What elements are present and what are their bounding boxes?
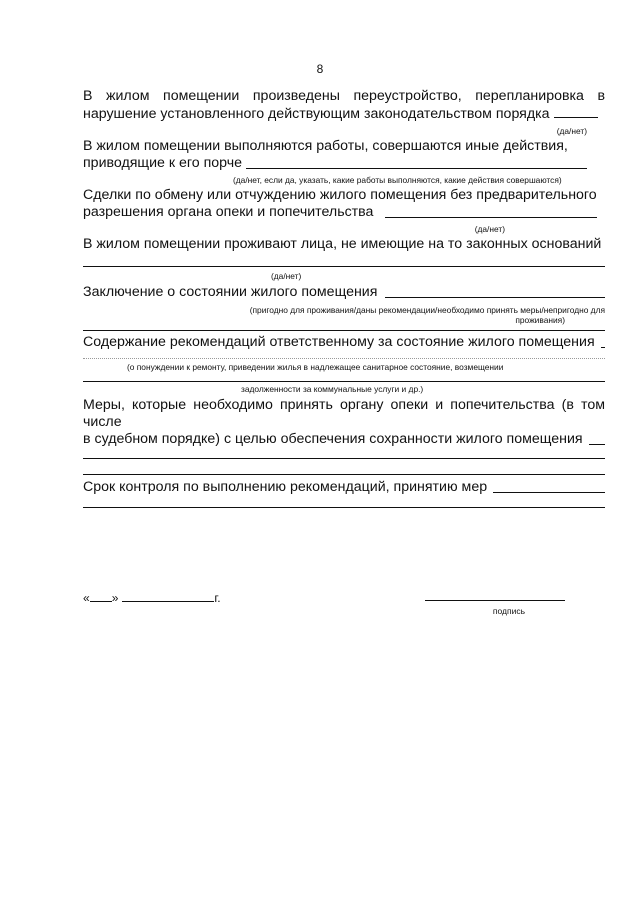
transactions-text-line2: разрешения органа опеки и попечительства <box>83 204 374 220</box>
damage-works-note: (да/нет, если да, указать, какие работы выполняются, какие действия совершаются) <box>233 175 562 185</box>
condition-conclusion-note-line1: (пригодно для проживания/даны рекомендации/необходимо принять меры/непригодно для <box>249 305 605 315</box>
recommendations-answer-field[interactable] <box>601 335 605 348</box>
section-condition-conclusion <box>83 284 605 301</box>
signature-label: подпись <box>492 606 525 616</box>
reconstruction-answer-field[interactable] <box>554 105 598 118</box>
transactions-answer-field[interactable] <box>385 205 597 218</box>
section-reconstruction <box>83 88 605 123</box>
signature-area <box>83 590 605 630</box>
section-guardianship-measures <box>83 397 605 448</box>
condition-conclusion-note-line2: проживания) <box>515 315 565 325</box>
recommendations-line-2[interactable] <box>83 380 605 382</box>
measures-text-line1: Меры, которые необходимо принять органу опеки и попечительства (в том числе <box>83 397 605 430</box>
illegal-residents-answer-field[interactable] <box>83 265 605 267</box>
recommendations-line[interactable] <box>83 357 605 359</box>
condition-conclusion-answer-field[interactable] <box>385 285 605 298</box>
date-year-suffix: г. <box>214 591 221 605</box>
recommendations-note-line1: (о понуждении к ремонту, приведении жилья в надлежащее санитарное состояние, возмещении <box>127 362 504 372</box>
damage-works-answer-field[interactable] <box>246 156 587 169</box>
section-damage-works <box>83 138 605 172</box>
illegal-residents-text: В жилом помещении проживают лица, не имеющие на то законных оснований <box>83 236 602 252</box>
date-day-field[interactable] <box>90 590 112 602</box>
date-close-quote: » <box>111 591 119 605</box>
recommendations-note-line2: задолженности за коммунальные услуги и др.) <box>241 384 424 394</box>
control-deadline-answer-field[interactable] <box>493 480 605 493</box>
transactions-note: (да/нет) <box>474 224 505 234</box>
transactions-text-line1: Сделки по обмену или отчуждению жилого помещения без предварительного <box>83 187 597 203</box>
date-field <box>83 590 221 605</box>
damage-works-text-line2: приводящие к его порче <box>83 155 243 171</box>
signature-line[interactable] <box>425 600 565 601</box>
section-transactions <box>83 187 605 221</box>
reconstruction-note: (да/нет) <box>556 126 587 136</box>
condition-conclusion-text: Заключение о состоянии жилого помещения <box>83 284 378 300</box>
measures-answer-field[interactable] <box>589 432 605 445</box>
control-deadline-text: Срок контроля по выполнению рекомендаций, принятию мер <box>83 479 488 495</box>
measures-line-2[interactable] <box>83 457 605 459</box>
reconstruction-text: В жилом помещении произведены переустройство, перепланировка в нарушение установленного действующим законодательством порядка <box>83 88 605 122</box>
recommendations-text: Содержание рекомендаций ответственному за состояние жилого помещения <box>83 334 595 350</box>
damage-works-text-line1: В жилом помещении выполняются работы, совершаются иные действия, <box>83 138 568 154</box>
measures-line-3[interactable] <box>83 473 605 475</box>
illegal-residents-note: (да/нет) <box>271 271 302 281</box>
page-number: 8 <box>316 62 324 76</box>
form-content <box>83 88 605 508</box>
section-control-deadline <box>83 479 605 496</box>
date-open-quote: « <box>83 591 90 605</box>
condition-conclusion-extra-line[interactable] <box>83 329 605 331</box>
date-month-field[interactable] <box>122 590 214 602</box>
section-recommendations <box>83 334 605 351</box>
section-illegal-residents <box>83 236 605 253</box>
measures-text-line2: в судебном порядке) с целью обеспечения сохранности жилого помещения <box>83 431 583 447</box>
control-deadline-line-2[interactable] <box>83 506 605 508</box>
